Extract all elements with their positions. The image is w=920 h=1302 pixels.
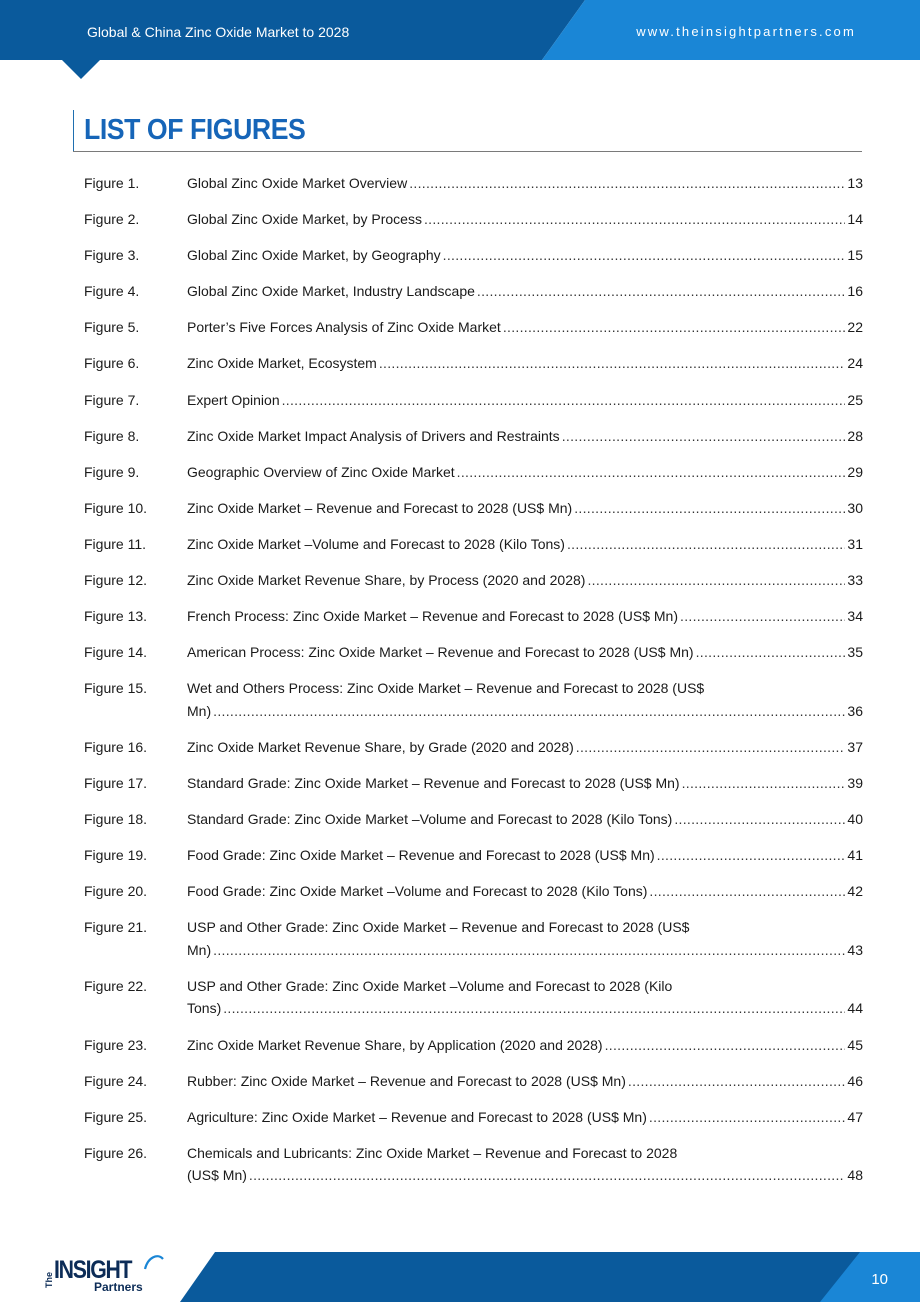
figure-page-number: 39	[847, 775, 863, 791]
figure-page-number: 41	[847, 847, 863, 864]
figure-entry[interactable]	[84, 641, 863, 664]
dot-leader	[223, 997, 845, 1020]
figure-entry[interactable]	[84, 1106, 863, 1129]
logo-swoosh-icon	[142, 1251, 166, 1275]
figure-page-number: 37	[847, 738, 863, 755]
figure-entry[interactable]	[84, 736, 863, 759]
figure-title-line	[187, 208, 863, 231]
figure-page-number: 28	[847, 427, 863, 444]
figure-page-number: 30	[847, 499, 863, 516]
figure-entry[interactable]	[84, 389, 863, 412]
figure-entry[interactable]	[84, 569, 863, 592]
page-title: LIST OF FIGURES	[84, 114, 306, 146]
figure-entry-body	[187, 880, 863, 903]
figure-entry[interactable]	[84, 208, 863, 231]
figure-title: Mn)	[187, 941, 212, 958]
figure-page-number: 22	[847, 319, 863, 336]
dot-leader	[649, 1106, 846, 1129]
figure-page-number: 35	[847, 644, 863, 661]
figure-title-line	[187, 605, 863, 628]
figure-entry[interactable]	[84, 844, 863, 867]
logo-partners-text: Partners	[94, 1280, 143, 1294]
figure-entry[interactable]	[84, 808, 863, 831]
figure-entry[interactable]	[84, 916, 863, 961]
figure-title-line	[187, 997, 863, 1020]
figure-page-number: 43	[847, 941, 863, 958]
figure-number: Figure 17.	[84, 775, 148, 791]
dot-leader	[682, 772, 846, 795]
figure-title: Geographic Overview of Zinc Oxide Market	[187, 463, 455, 480]
figure-title: Zinc Oxide Market Revenue Share, by Grade (2020 and 2028)	[187, 738, 574, 755]
dot-leader	[503, 316, 846, 339]
dot-leader	[680, 605, 845, 628]
figure-title: Global Zinc Oxide Market, by Process	[187, 211, 422, 228]
figure-title-line	[187, 844, 863, 867]
figure-number: Figure 13.	[84, 608, 148, 625]
figure-number: Figure 6.	[84, 355, 140, 372]
figure-title-line	[187, 1070, 863, 1093]
dot-leader	[443, 244, 846, 267]
figure-title-line	[187, 1106, 863, 1129]
figure-number: Figure 25.	[84, 1108, 148, 1125]
figure-entry[interactable]	[84, 461, 863, 484]
figure-title: Expert Opinion	[187, 391, 280, 408]
figure-number: Figure 7.	[84, 391, 140, 408]
figure-title-line	[187, 808, 863, 831]
figure-title-line	[187, 939, 863, 962]
figure-entry-body	[187, 172, 863, 195]
logo-the-text: The	[44, 1271, 54, 1288]
dot-leader	[282, 389, 846, 412]
figure-entry-body	[187, 461, 863, 484]
figure-title-line	[187, 1164, 863, 1187]
figure-entry-body	[187, 208, 863, 231]
figure-title: Wet and Others Process: Zinc Oxide Market – Revenue and Forecast to 2028 (US$	[187, 680, 705, 697]
figure-title-line	[187, 172, 863, 195]
figure-number: Figure 1.	[84, 175, 140, 191]
figure-entry-body	[187, 316, 863, 339]
dot-leader	[628, 1070, 846, 1093]
figure-page-number: 15	[847, 247, 863, 264]
figure-entry-body	[187, 808, 863, 831]
figure-entry-body	[187, 280, 863, 303]
figure-title-line	[187, 280, 863, 303]
figure-number: Figure 9.	[84, 463, 140, 480]
dot-leader	[424, 208, 845, 231]
figure-entry[interactable]	[84, 280, 863, 303]
figure-entry[interactable]	[84, 605, 863, 628]
figure-entry-body	[187, 641, 863, 664]
dot-leader	[379, 352, 846, 375]
figure-entry[interactable]	[84, 1070, 863, 1093]
figure-entry[interactable]	[84, 677, 863, 722]
figure-list	[84, 172, 863, 1200]
figure-page-number: 46	[847, 1072, 863, 1089]
title-underline	[73, 151, 862, 152]
figure-title: Chemicals and Lubricants: Zinc Oxide Market – Revenue and Forecast to 2028	[187, 1144, 678, 1161]
figure-entry[interactable]	[84, 172, 863, 195]
figure-title: Mn)	[187, 702, 212, 719]
figure-page-number: 29	[847, 463, 863, 480]
dot-leader	[649, 880, 845, 903]
figure-page-number: 40	[847, 811, 863, 828]
figure-number: Figure 12.	[84, 572, 148, 589]
figure-entry[interactable]	[84, 244, 863, 267]
figure-title: Zinc Oxide Market –Volume and Forecast to 2028 (Kilo Tons)	[187, 535, 565, 552]
dot-leader	[567, 533, 845, 556]
figure-page-number: 44	[847, 1000, 863, 1017]
figure-number: Figure 2.	[84, 211, 140, 228]
figure-entry[interactable]	[84, 533, 863, 556]
figure-title-line	[187, 700, 863, 723]
figure-number: Figure 22.	[84, 977, 148, 994]
figure-title-line	[187, 772, 863, 795]
dot-leader	[605, 1034, 846, 1057]
figure-number: Figure 14.	[84, 644, 148, 661]
figure-number: Figure 3.	[84, 247, 140, 264]
header-banner-shape	[0, 0, 920, 80]
report-title: Global & China Zinc Oxide Market to 2028	[87, 24, 350, 40]
figure-title: Rubber: Zinc Oxide Market – Revenue and Forecast to 2028 (US$ Mn)	[187, 1072, 626, 1089]
figure-title: American Process: Zinc Oxide Market – Revenue and Forecast to 2028 (US$ Mn)	[187, 644, 694, 661]
figure-title-line	[187, 425, 863, 448]
figure-entry-body	[187, 772, 863, 795]
figure-title: French Process: Zinc Oxide Market – Revenue and Forecast to 2028 (US$ Mn)	[187, 608, 678, 625]
figure-page-number: 31	[847, 535, 863, 552]
figure-number: Figure 15.	[84, 680, 148, 697]
figure-title: USP and Other Grade: Zinc Oxide Market –Volume and Forecast to 2028 (Kilo	[187, 977, 673, 994]
figure-title-line	[187, 316, 863, 339]
insight-partners-logo	[44, 1254, 184, 1296]
figure-entry[interactable]	[84, 880, 863, 903]
figure-number: Figure 23.	[84, 1036, 148, 1053]
dot-leader	[657, 844, 846, 867]
dot-leader	[562, 425, 846, 448]
figure-title-line	[187, 880, 863, 903]
dot-leader	[587, 569, 845, 592]
figure-title-line	[187, 1034, 863, 1057]
figure-entry-body	[187, 1106, 863, 1129]
figure-title: Zinc Oxide Market – Revenue and Forecast to 2028 (US$ Mn)	[187, 499, 573, 516]
figure-number: Figure 19.	[84, 847, 148, 864]
figure-page-number: 48	[847, 1167, 863, 1184]
figure-page-number: 16	[847, 283, 863, 300]
figure-entry[interactable]	[84, 316, 863, 339]
figure-entry-body	[187, 352, 863, 375]
figure-title: Standard Grade: Zinc Oxide Market –Volume and Forecast to 2028 (Kilo Tons)	[187, 811, 673, 828]
website-link[interactable]: www.theinsightpartners.com	[636, 24, 856, 39]
figure-title: Zinc Oxide Market, Ecosystem	[187, 355, 377, 372]
figure-title: Porter’s Five Forces Analysis of Zinc Oxide Market	[187, 319, 501, 336]
dot-leader	[409, 172, 845, 195]
figure-title: USP and Other Grade: Zinc Oxide Market – Revenue and Forecast to 2028 (US$	[187, 919, 690, 936]
figure-title-line	[187, 461, 863, 484]
dot-leader	[213, 700, 845, 723]
figure-number: Figure 21.	[84, 919, 148, 936]
figure-page-number: 25	[847, 391, 863, 408]
figure-title: (US$ Mn)	[187, 1167, 247, 1184]
figure-entry-body	[187, 425, 863, 448]
figure-number: Figure 24.	[84, 1072, 148, 1089]
figure-page-number: 45	[847, 1036, 863, 1053]
figure-number: Figure 5.	[84, 319, 140, 336]
figure-entry-body	[187, 844, 863, 867]
figure-title: Food Grade: Zinc Oxide Market –Volume and Forecast to 2028 (Kilo Tons)	[187, 883, 648, 900]
figure-entry-body	[187, 1034, 863, 1057]
figure-entry[interactable]	[84, 425, 863, 448]
figure-page-number: 47	[847, 1108, 863, 1125]
figure-number: Figure 16.	[84, 738, 148, 755]
figure-entry-body	[187, 389, 863, 412]
figure-number: Figure 26.	[84, 1144, 148, 1161]
figure-title-line	[187, 497, 863, 520]
figure-entry[interactable]	[84, 975, 863, 1020]
figure-number: Figure 18.	[84, 811, 148, 828]
figure-entry[interactable]	[84, 1034, 863, 1057]
page-number: 10	[871, 1271, 888, 1288]
figure-page-number: 13	[847, 175, 863, 191]
figure-title-line	[187, 569, 863, 592]
figure-page-number: 24	[847, 355, 863, 372]
dot-leader	[674, 808, 845, 831]
figure-entry-body	[187, 916, 863, 961]
title-left-rule	[73, 110, 74, 152]
figure-entry-body	[187, 975, 863, 1020]
figure-entry-body	[187, 677, 863, 722]
figure-title: Global Zinc Oxide Market, Industry Landscape	[187, 283, 475, 300]
figure-title-line	[187, 641, 863, 664]
figure-entry[interactable]	[84, 1142, 863, 1187]
dot-leader	[249, 1164, 846, 1187]
dot-leader	[213, 939, 845, 962]
figure-title: Food Grade: Zinc Oxide Market – Revenue and Forecast to 2028 (US$ Mn)	[187, 847, 655, 864]
figure-entry-body	[187, 533, 863, 556]
figure-entry[interactable]	[84, 772, 863, 795]
figure-title-line	[187, 736, 863, 759]
figure-title: Zinc Oxide Market Revenue Share, by Application (2020 and 2028)	[187, 1036, 603, 1053]
figure-number: Figure 11.	[84, 535, 146, 552]
figure-title: Agriculture: Zinc Oxide Market – Revenue and Forecast to 2028 (US$ Mn)	[187, 1108, 647, 1125]
figure-page-number: 34	[847, 608, 863, 625]
dot-leader	[576, 736, 846, 759]
figure-title: Standard Grade: Zinc Oxide Market – Revenue and Forecast to 2028 (US$ Mn)	[187, 775, 680, 791]
figure-title-line	[187, 533, 863, 556]
figure-number: Figure 8.	[84, 427, 140, 444]
figure-entry[interactable]	[84, 352, 863, 375]
figure-number: Figure 4.	[84, 283, 140, 300]
figure-number: Figure 10.	[84, 499, 148, 516]
dot-leader	[574, 497, 845, 520]
logo-insight-text: INSIGHT	[54, 1256, 132, 1284]
figure-entry-body	[187, 244, 863, 267]
figure-title: Zinc Oxide Market Impact Analysis of Drivers and Restraints	[187, 427, 560, 444]
figure-page-number: 42	[847, 883, 863, 900]
dot-leader	[696, 641, 846, 664]
figure-entry-body	[187, 605, 863, 628]
figure-title-line	[187, 352, 863, 375]
figure-entry-body	[187, 497, 863, 520]
figure-entry-body	[187, 569, 863, 592]
page-header	[0, 0, 920, 80]
figure-title: Global Zinc Oxide Market Overview	[187, 175, 408, 191]
figure-title: Global Zinc Oxide Market, by Geography	[187, 247, 441, 264]
figure-entry-body	[187, 736, 863, 759]
dot-leader	[477, 280, 846, 303]
figure-entry[interactable]	[84, 497, 863, 520]
figure-entry-body	[187, 1142, 863, 1187]
dot-leader	[457, 461, 846, 484]
figure-entry-body	[187, 1070, 863, 1093]
figure-title-line	[187, 389, 863, 412]
figure-page-number: 14	[847, 211, 863, 228]
figure-page-number: 33	[847, 572, 863, 589]
figure-number: Figure 20.	[84, 883, 148, 900]
figure-title-line	[187, 244, 863, 267]
figure-title: Zinc Oxide Market Revenue Share, by Process (2020 and 2028)	[187, 572, 586, 589]
figure-title: Tons)	[187, 1000, 222, 1017]
figure-page-number: 36	[847, 702, 863, 719]
